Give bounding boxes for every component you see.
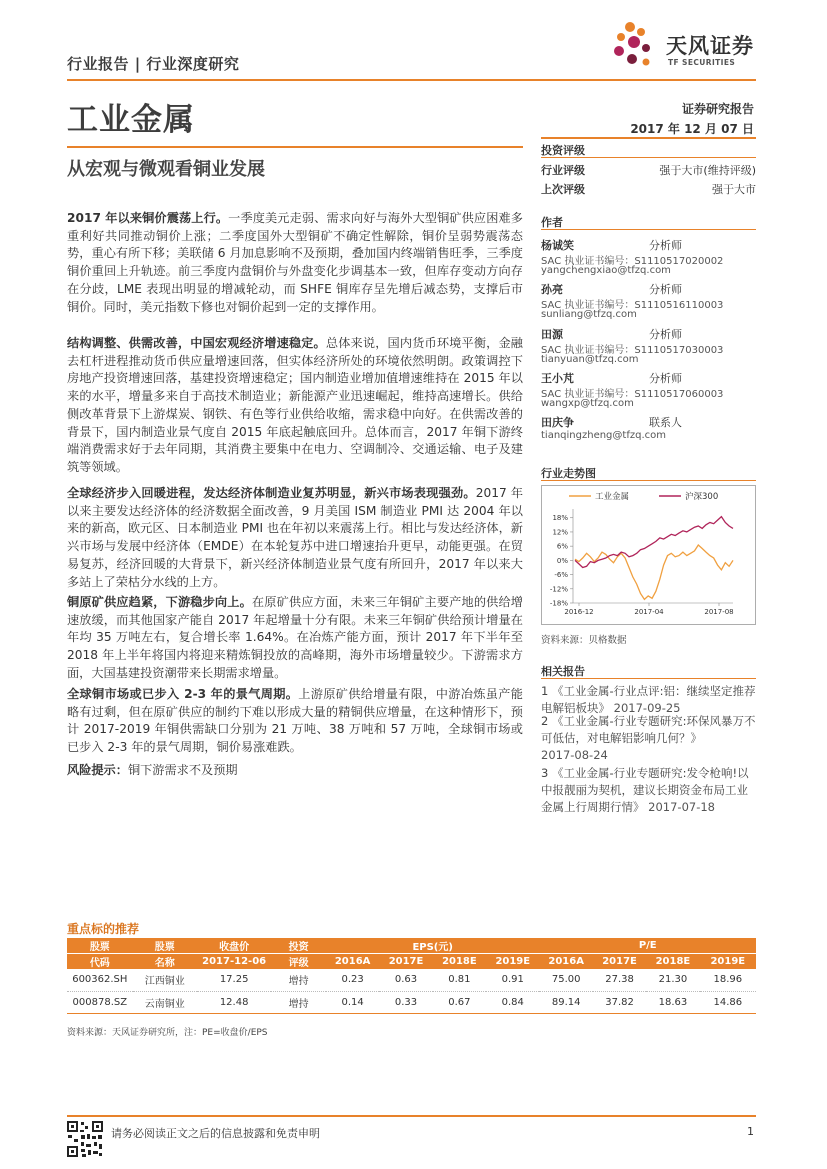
paragraph-lead: 2017 年以来铜价震荡上行。 [67,211,229,225]
table-cell: 云南铜业 [133,991,197,1013]
paragraph-china-macro [67,335,523,477]
paragraph-body: 总体来说，国内货币环境平衡，金融去杠杆进程推动货币供应量增速回落，但实体经济所处的环境依然明朗。政策调控下房地产投资增速回落，基建投资增速稳定；国内制造业增加值增速维持在 2015 年以来的水平，增量多来自于高技术制造业；新能源产业迅速崛起，维持高速增长。供给侧改革背景下上游煤炭、钢铁、有色等行业供给收缩，需求稳中向好。在供需改善的背景下，国内制造业景气度自 2015 年底起触底回升。总体而言，2017 年铜下游终端消费需求好于去年同期，其消费主要集中在电力、空调制冷、交通运输、电子及建筑等领域。 [67,336,523,474]
trend-underline [541,480,756,481]
y-tick-label: 0% [556,556,568,565]
author-email[interactable]: wangxp@tfzq.com [541,398,634,409]
paragraph-ore-supply [67,594,523,683]
table-header: 2018E [433,954,486,970]
table-cell: 0.33 [379,991,432,1013]
table-cell: 600362.SH [67,969,133,991]
paragraph-copper-price [67,210,523,316]
table-header: 收盘价 [197,938,272,954]
author-email[interactable]: sunliang@tfzq.com [541,309,637,320]
table-header: 2016A [326,954,379,970]
table-header: 2017E [593,954,646,970]
table-header: 名称 [133,954,197,970]
y-tick-label: -12% [549,585,568,594]
related-underline [541,678,756,679]
table-cell: 000878.SZ [67,991,133,1013]
report-type: 行业报告 | 行业深度研究 [67,55,240,73]
table-header: 2017-12-06 [197,954,272,970]
paragraph-global-economy [67,485,523,591]
chart-frame [542,486,756,625]
page-number: 1 [747,1125,754,1138]
author-cert: SAC 执业证书编号：S1110517020002 [541,256,724,267]
table-cell: 18.96 [700,969,756,991]
table-cell: 0.23 [326,969,379,991]
authors-underline [541,229,756,230]
table-cell: 75.00 [539,969,592,991]
table-cell: 0.63 [379,969,432,991]
table-cell: 21.30 [646,969,699,991]
author-email[interactable]: yangchengxiao@tfzq.com [541,265,671,276]
table-header-row [67,938,756,954]
related-report-item[interactable] [541,765,756,816]
related-report-date: 2017-09-25 [613,701,681,715]
author-cert: SAC 执业证书编号：S1110517060003 [541,389,724,400]
paragraph-body: 在原矿供应方面，未来三年铜矿主要产地的供给增速放缓，而其他国家产能自 2017 年起增量十分有限。未来三年铜矿供给预计增量在年均 35 万吨左右，复合增长率 1.64%。在冶炼产能方面，预计 2017 年下半年至 2018 年上半年将国内将迎来精炼铜投放的高峰期，海外市场增量较少。下游需求方面，大国基建投资潮带来长期需求增量。 [67,595,523,680]
side-rule [541,137,756,139]
trend-chart [541,485,756,625]
table-cell: 27.38 [593,969,646,991]
table-cell: 14.86 [700,991,756,1013]
author-role: 分析师 [649,328,682,341]
paragraph-risk [67,762,523,780]
author-email[interactable]: tianqingzheng@tfzq.com [541,430,666,441]
author-cert: SAC 执业证书编号：S1110516110003 [541,300,724,311]
report-kind: 证券研究报告 [681,102,754,116]
logo-text: 天风证券 [666,34,754,58]
trend-source: 资料来源：贝格数据 [541,635,627,646]
table-cell: 0.84 [486,991,539,1013]
footer-rule [67,1115,756,1117]
report-title: 从宏观与微观看铜业发展 [67,159,265,180]
x-tick-label: 2017-04 [634,608,664,616]
y-tick-label: -6% [554,571,568,580]
author-role: 联系人 [649,416,682,429]
paragraph-body: 上游原矿供给增量有限，中游冶炼虽产能略有过剩，但在原矿供应的制约下难以形成大量的精铜供应增量，在这种情形下，预计 2017-2019 年铜供需缺口分别为 21 万吨、38 万吨和 57 万吨，全球铜市场或已步入 2-3 年的景气周期，铜价易涨难跌。 [67,687,523,755]
table-row [67,969,756,991]
author-role: 分析师 [649,283,682,296]
table-header: 代码 [67,954,133,970]
table-header-pe: P/E [539,938,756,954]
qr-code-icon [66,1120,104,1158]
table-header: 2019E [486,954,539,970]
table-cell: 0.67 [433,991,486,1013]
table-note: 资料来源：天风证券研究所，注：PE=收盘价/EPS [67,1028,268,1038]
table-header: 评级 [271,954,326,970]
table-cell: 0.14 [326,991,379,1013]
table-cell: 增持 [271,991,326,1013]
table-header: 股票 [133,938,197,954]
table-row [67,991,756,1013]
report-date: 2017 年 12 月 07 日 [630,122,754,136]
related-report-title: 3 《工业金属-行业专题研究:发令枪响!以中报靓丽为契机，建议长期资金布局工业金属上行周期行情》 [541,766,749,814]
table-cell: 增持 [271,969,326,991]
table-cell: 0.81 [433,969,486,991]
paragraph-lead: 全球经济步入回暖进程，发达经济体制造业复苏明显，新兴市场表现强劲。 [67,486,476,500]
author-email[interactable]: tianyuan@tfzq.com [541,354,639,365]
author-role: 分析师 [649,372,682,385]
paragraph-lead: 风险提示： [67,763,128,777]
table-cell: 37.82 [593,991,646,1013]
paragraph-body: 2017 年以来主要发达经济体的经济数据全面改善，9 月美国 ISM 制造业 PMI 达 2004 年以来的新高，欧元区、日本制造业 PMI 也在年初以来震荡上行。相比与发达经济体，新兴市场与发展中经济体（EMDE）在本轮复苏中进口增速抬升更早，动能更强。在贸易复苏，经济回暖的大背景下，新兴经济体制造业景气度有所回升，2017 年以来大多站上了荣枯分水线的上方。 [67,486,524,589]
legend-label: 沪深300 [685,492,719,502]
table-cell: 18.63 [646,991,699,1013]
related-report-item[interactable] [541,683,756,717]
x-tick-label: 2017-08 [704,608,734,616]
sector-title: 工业金属 [67,102,195,138]
y-tick-label: 6% [556,542,568,551]
author-name: 田源 [541,328,563,341]
table-cell: 0.91 [486,969,539,991]
footer-disclaimer[interactable]: 请务必阅读正文之后的信息披露和免责申明 [111,1127,320,1140]
title-rule [67,146,523,148]
x-tick-label: 2016-12 [564,608,594,616]
table-header-eps: EPS(元) [326,938,540,954]
y-tick-label: 12% [552,528,568,537]
related-heading: 相关报告 [541,665,585,678]
paragraph-lead: 结构调整、供需改善，中国宏观经济增速稳定。 [67,336,326,350]
paragraph-body: 一季度美元走弱、需求向好与海外大型铜矿供应困难多重利好共同推动铜价上涨；二季度国外大型铜矿不确定性解除，铜价呈弱势震荡态势，重心有所下移；美联储 6 月加息影响不及预期，叠加国内终端销售旺季，三季度铜价重回上升轨迹。前三季度内盘铜价与外盘变化步调基本一致，但库存变动方向存在分歧，LME 表现出明显的增减轮动，而 SHFE 铜库存呈先增后减态势，支撑后市铜价。同时，美元指数下修也对铜价起到一定的支撑作用。 [67,211,523,314]
rating-value: 强于大市 [712,183,756,196]
header-rule [67,79,756,81]
paragraph-market-cycle [67,686,523,757]
related-report-title: 1 《工业金属-行业点评:铝：继续坚定推荐电解铝板块》 [541,684,756,715]
table-header: 2016A [539,954,592,970]
y-tick-label: -18% [549,599,568,608]
rating-label: 行业评级 [541,164,585,177]
table-header: 2017E [379,954,432,970]
y-tick-label: 18% [552,514,568,523]
paragraph-lead: 全球铜市场或已步入 2-3 年的景气周期。 [67,687,299,701]
table-cell: 89.14 [539,991,592,1013]
author-name: 田庆争 [541,416,574,429]
rating-value: 强于大市(维持评级) [659,164,756,177]
table-header: 2019E [700,954,756,970]
rating-heading: 投资评级 [541,144,585,157]
table-cell: 江西铜业 [133,969,197,991]
trend-heading: 行业走势图 [541,467,596,480]
author-name: 杨诚笑 [541,239,574,252]
table-header: 投资 [271,938,326,954]
author-name: 孙亮 [541,283,563,296]
authors-heading: 作者 [541,216,563,229]
logo-text-en: TF SECURITIES [668,58,736,67]
rating-underline [541,157,756,158]
related-report-date: 2017-07-18 [648,800,715,814]
rating-label: 上次评级 [541,183,585,196]
table-header: 2018E [646,954,699,970]
related-report-title: 2 《工业金属-行业专题研究:环保风暴万不可低估，对电解铝影响几何？》 [541,714,756,745]
table-header: 股票 [67,938,133,954]
paragraph-body: 铜下游需求不及预期 [127,763,238,777]
author-cert: SAC 执业证书编号：S1110517030003 [541,345,724,356]
table-cell: 17.25 [197,969,272,991]
author-role: 分析师 [649,239,682,252]
related-report-date: 2017-08-24 [541,748,608,762]
legend-label: 工业金属 [595,492,630,502]
paragraph-lead: 铜原矿供应趋紧，下游稳步向上。 [67,595,252,609]
author-name: 王小芃 [541,372,574,385]
logo-mark-icon [614,22,650,66]
table-cell: 12.48 [197,991,272,1013]
stock-table [67,938,756,1014]
table-title: 重点标的推荐 [67,922,140,936]
related-report-item[interactable] [541,713,756,764]
table-header-row [67,954,756,970]
